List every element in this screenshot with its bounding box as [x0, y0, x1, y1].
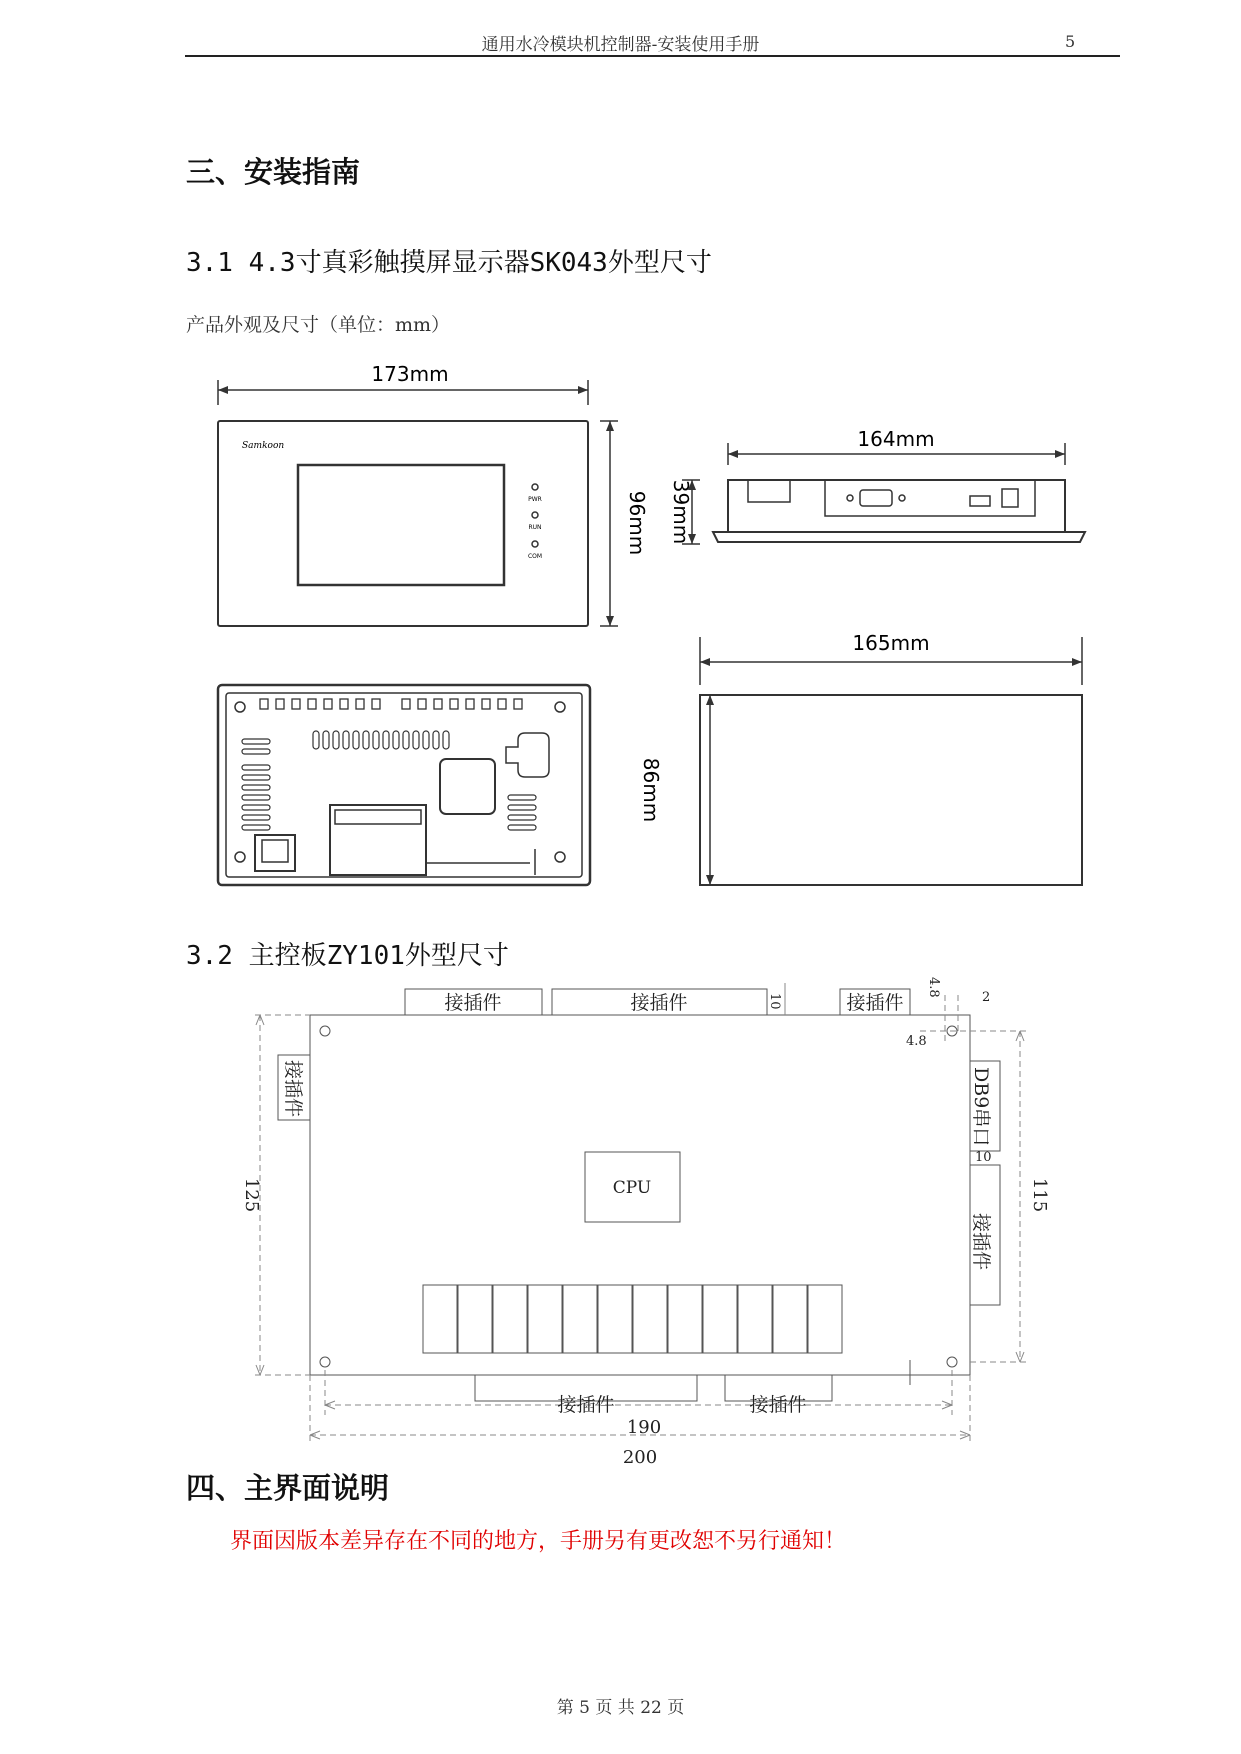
dim-96: 96mm [625, 490, 649, 556]
led-label-com: COM [527, 553, 543, 560]
dim-125: 125 [241, 1177, 262, 1213]
dim-200: 200 [622, 1447, 658, 1468]
zy101-board-drawing [230, 975, 1050, 1468]
dim-4-8-side: 4.8 [906, 1034, 927, 1049]
dim-190: 190 [626, 1417, 662, 1438]
dimensions-caption: 产品外观及尺寸（单位：mm） [186, 314, 451, 336]
header-page-number: 5 [1065, 32, 1076, 51]
connector-top-1-label: 接插件 [444, 992, 502, 1014]
dim-164: 164mm [857, 427, 935, 451]
dim-39: 39mm [669, 479, 693, 545]
led-label-run: RUN [528, 524, 542, 531]
page-footer: 第 5 页 共 22 页 [556, 1698, 685, 1718]
db9-port-label: DB9串口 [970, 1067, 992, 1147]
sk043-dimension-drawing [200, 355, 1100, 915]
dim-10-right: 10 [975, 1150, 992, 1165]
led-label-pwr: PWR [528, 496, 542, 503]
running-header: 通用水冷模块机控制器-安装使用手册 [481, 35, 760, 55]
dim-2: 2 [982, 990, 991, 1005]
connector-right-label: 接插件 [970, 1213, 992, 1271]
section-4-heading: 四、主界面说明 [186, 1471, 390, 1505]
dim-173: 173mm [371, 362, 449, 386]
revision-notice: 界面因版本差异存在不同的地方，手册另有更改恕不另行通知！ [230, 1529, 847, 1554]
section-3-2-heading: 3.2 主控板ZY101外型尺寸 [186, 941, 509, 971]
connector-top-2-label: 接插件 [630, 992, 688, 1014]
section-3-1-heading: 3.1 4.3寸真彩触摸屏显示器SK043外型尺寸 [186, 248, 712, 278]
dim-10-top: 10 [767, 993, 782, 1010]
connector-top-3-label: 接插件 [846, 992, 904, 1014]
dim-86: 86mm [639, 757, 663, 823]
dim-115: 115 [1029, 1177, 1050, 1213]
connector-bottom-2-label: 接插件 [749, 1394, 807, 1416]
section-3-heading: 三、安装指南 [186, 155, 361, 189]
brand-logo: Samkoon [242, 441, 285, 451]
dim-4-8-top: 4.8 [926, 977, 941, 998]
cpu-label: CPU [612, 1178, 652, 1198]
connector-bottom-1-label: 接插件 [557, 1394, 615, 1416]
connector-left-label: 接插件 [282, 1060, 304, 1118]
header-rule [185, 55, 1120, 57]
dim-165: 165mm [852, 631, 930, 655]
